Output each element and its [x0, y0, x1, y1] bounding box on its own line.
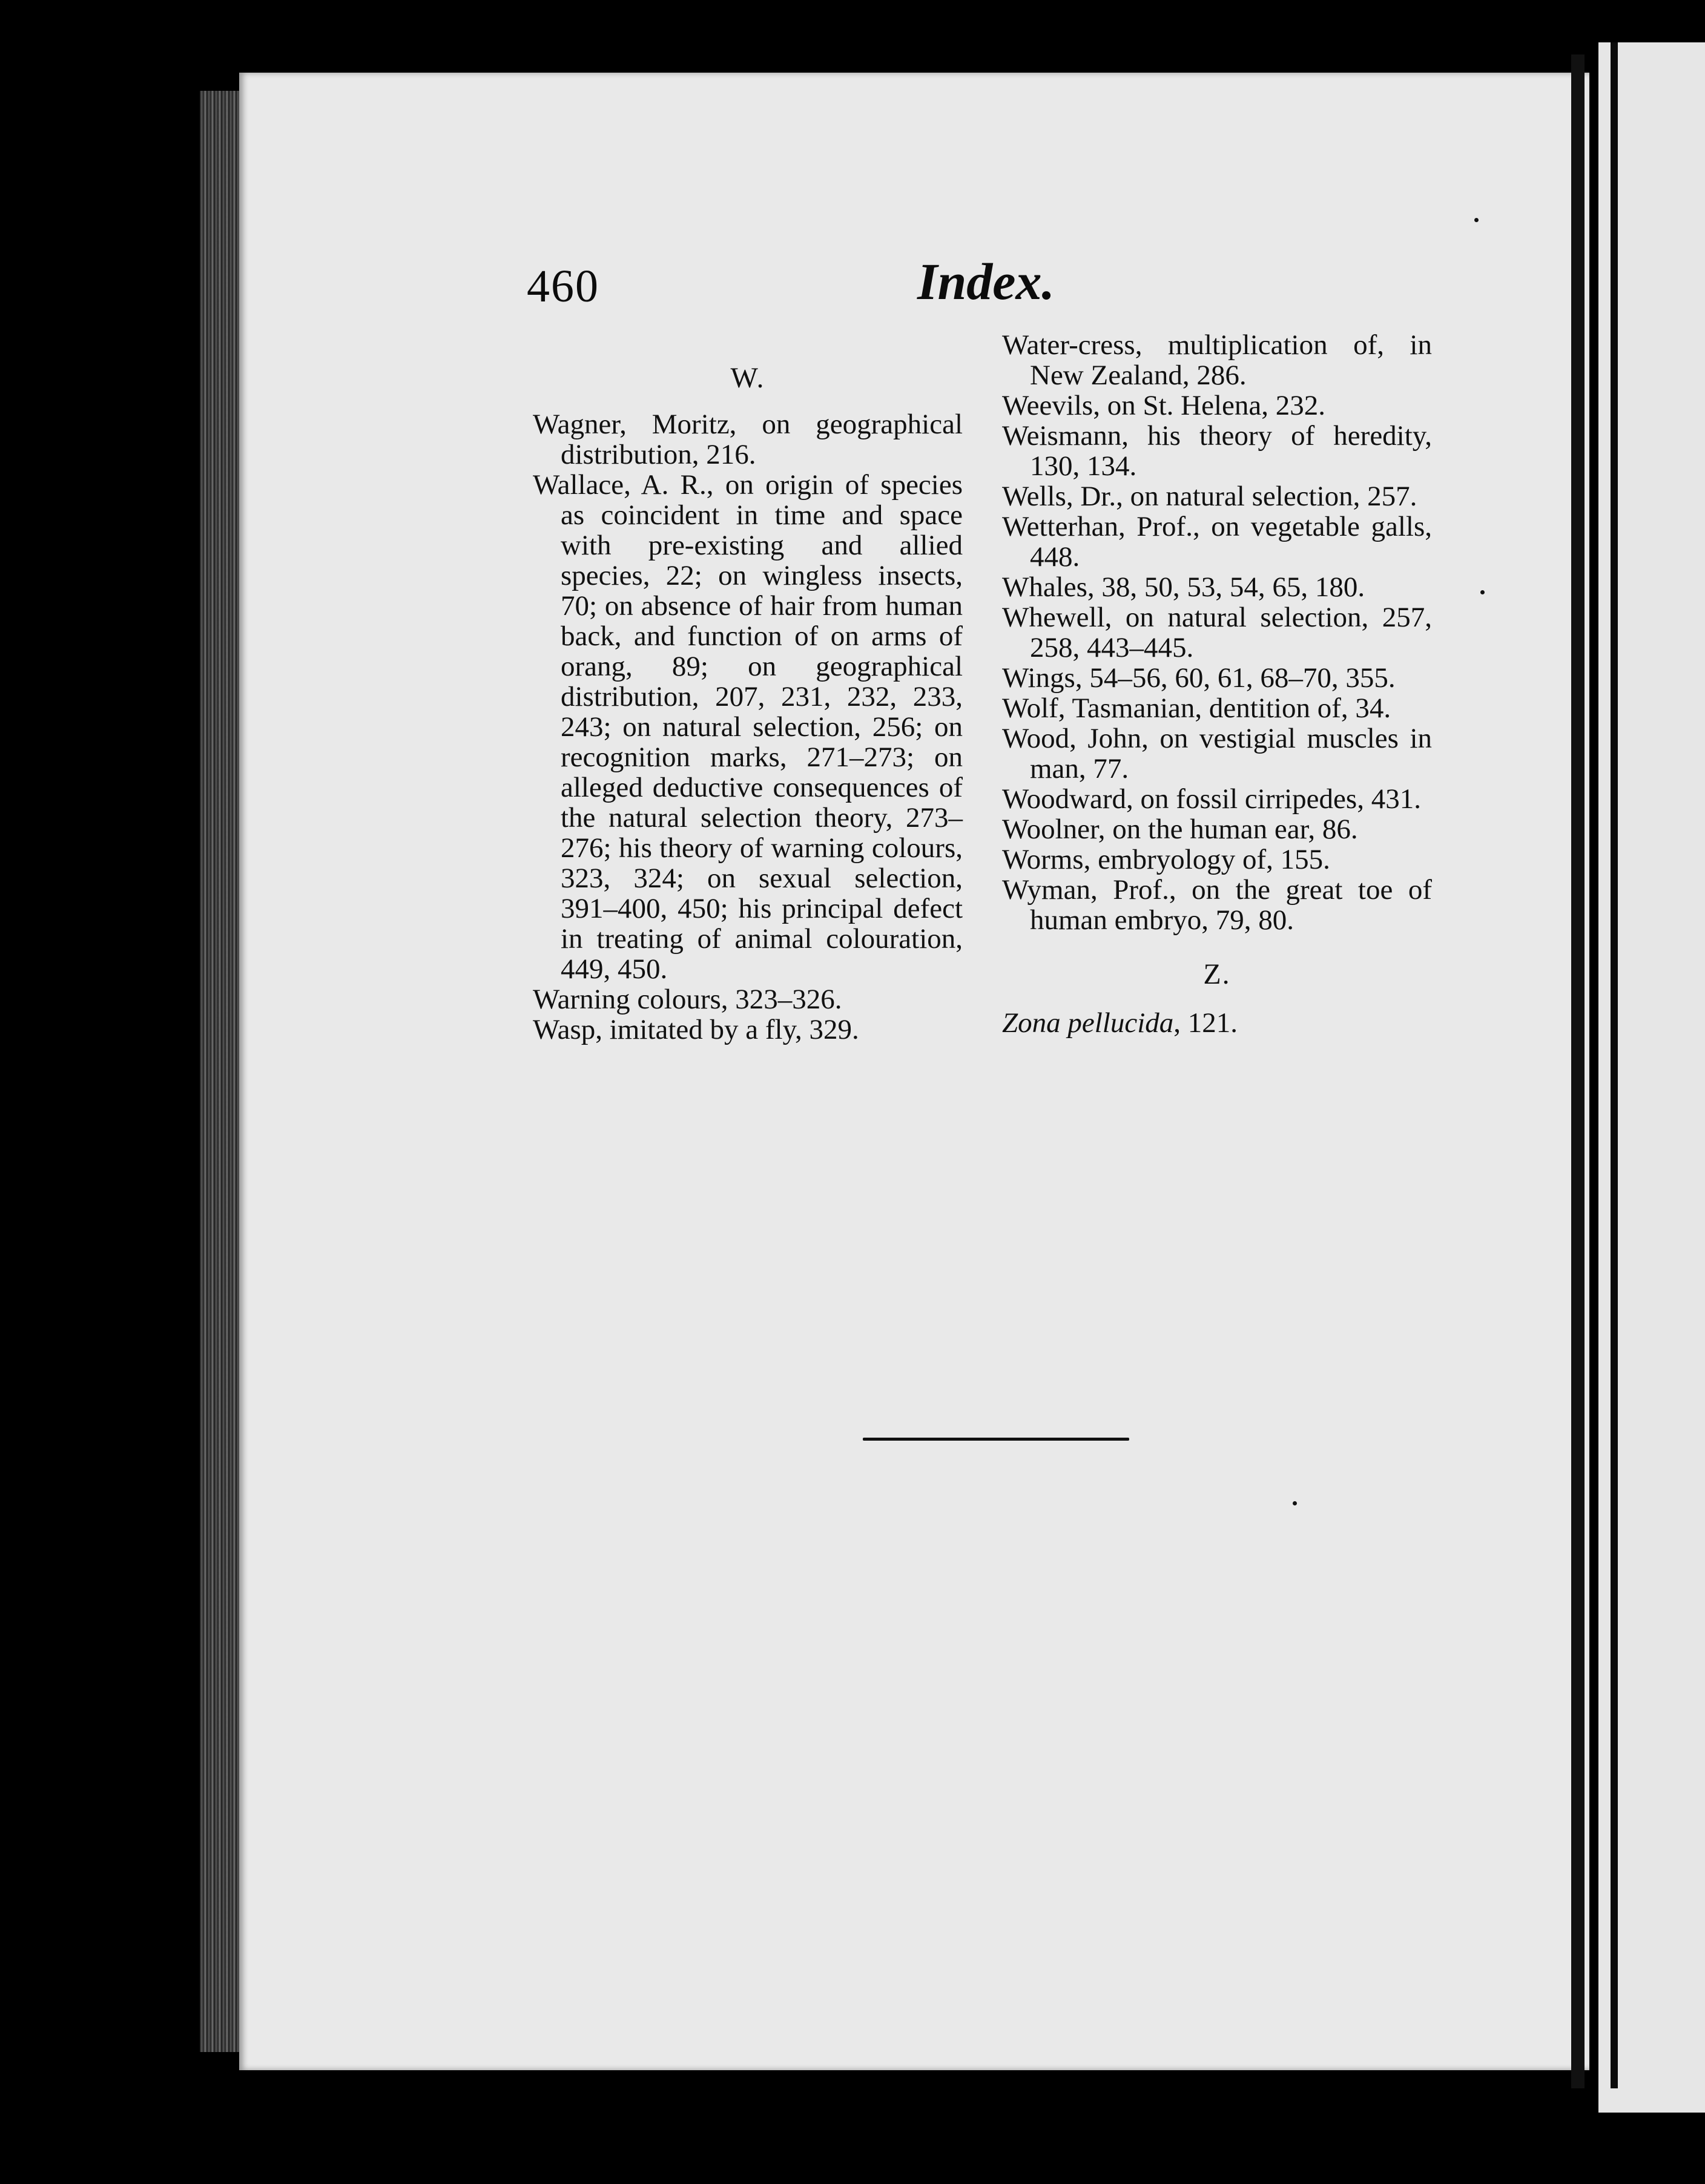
index-pages: , 121.	[1173, 1007, 1238, 1039]
index-entry: Wyman, Prof., on the great toe of human embryo, 79, 80.	[1002, 874, 1432, 936]
scan-speck	[1293, 1501, 1297, 1505]
index-column-right	[1002, 330, 1432, 1038]
index-entry: Wells, Dr., on natural selection, 257.	[1002, 481, 1417, 512]
index-entry: Wallace, A. R., on origin of species as coincident in time and space with pre-existing and allied species, 22; on wingless insects, 70; on absence of hair from human back, and function of on arms of orang, 89; on geographical distribution, 207, 231, 232, 233, 243; on natural selection, 256; on recognition marks, 271–273; on alleged deductive consequences of the natural selection theory, 273–276; his theory of warning colours, 323, 324; on sexual selection, 391–400, 450; his principal defect in treating of animal colouration, 449, 450.	[533, 469, 963, 985]
index-entry: Whales, 38, 50, 53, 54, 65, 180.	[1002, 571, 1365, 603]
scan-speck	[1480, 590, 1485, 594]
index-entry: Wasp, imitated by a fly, 329.	[533, 1014, 859, 1045]
index-entry: Woodward, on fossil cirripedes, 431.	[1002, 783, 1421, 815]
index-entry: Wood, John, on vestigial muscles in man, 77.	[1002, 723, 1432, 784]
index-entry: Weevils, on St. Helena, 232.	[1002, 390, 1326, 421]
section-letter-w: W.	[730, 362, 765, 394]
index-entry: Weismann, his theory of heredity, 130, 134.	[1002, 420, 1432, 482]
index-entry: Wings, 54–56, 60, 61, 68–70, 355.	[1002, 662, 1396, 694]
index-column-left	[533, 363, 963, 1045]
page-number: 460	[527, 261, 599, 312]
index-entry: Water-cress, multiplication of, in New Zealand, 286.	[1002, 329, 1432, 391]
index-entry: Whewell, on natural selection, 257, 258, 443–445.	[1002, 602, 1432, 663]
book-gutter	[1571, 54, 1585, 2088]
index-entry: Wetterhan, Prof., on vegetable galls, 448.	[1002, 511, 1432, 573]
scan-speck	[1474, 218, 1479, 222]
index-term-italic: Zona pellucida	[1002, 1007, 1174, 1039]
index-entry: Wagner, Moritz, on geographical distribution, 216.	[533, 409, 963, 470]
facing-page-shadow	[1611, 42, 1618, 2088]
section-letter-z: Z.	[1203, 958, 1231, 990]
index-entry: Worms, embryology of, 155.	[1002, 844, 1330, 875]
index-entry: Woolner, on the human ear, 86.	[1002, 814, 1358, 845]
index-entry-zona	[1002, 1008, 1432, 1038]
index-entry: Wolf, Tasmanian, dentition of, 34.	[1002, 692, 1391, 724]
running-head: Index.	[917, 252, 1055, 311]
index-entry: Warning colours, 323–326.	[533, 984, 842, 1015]
end-rule	[863, 1438, 1129, 1441]
